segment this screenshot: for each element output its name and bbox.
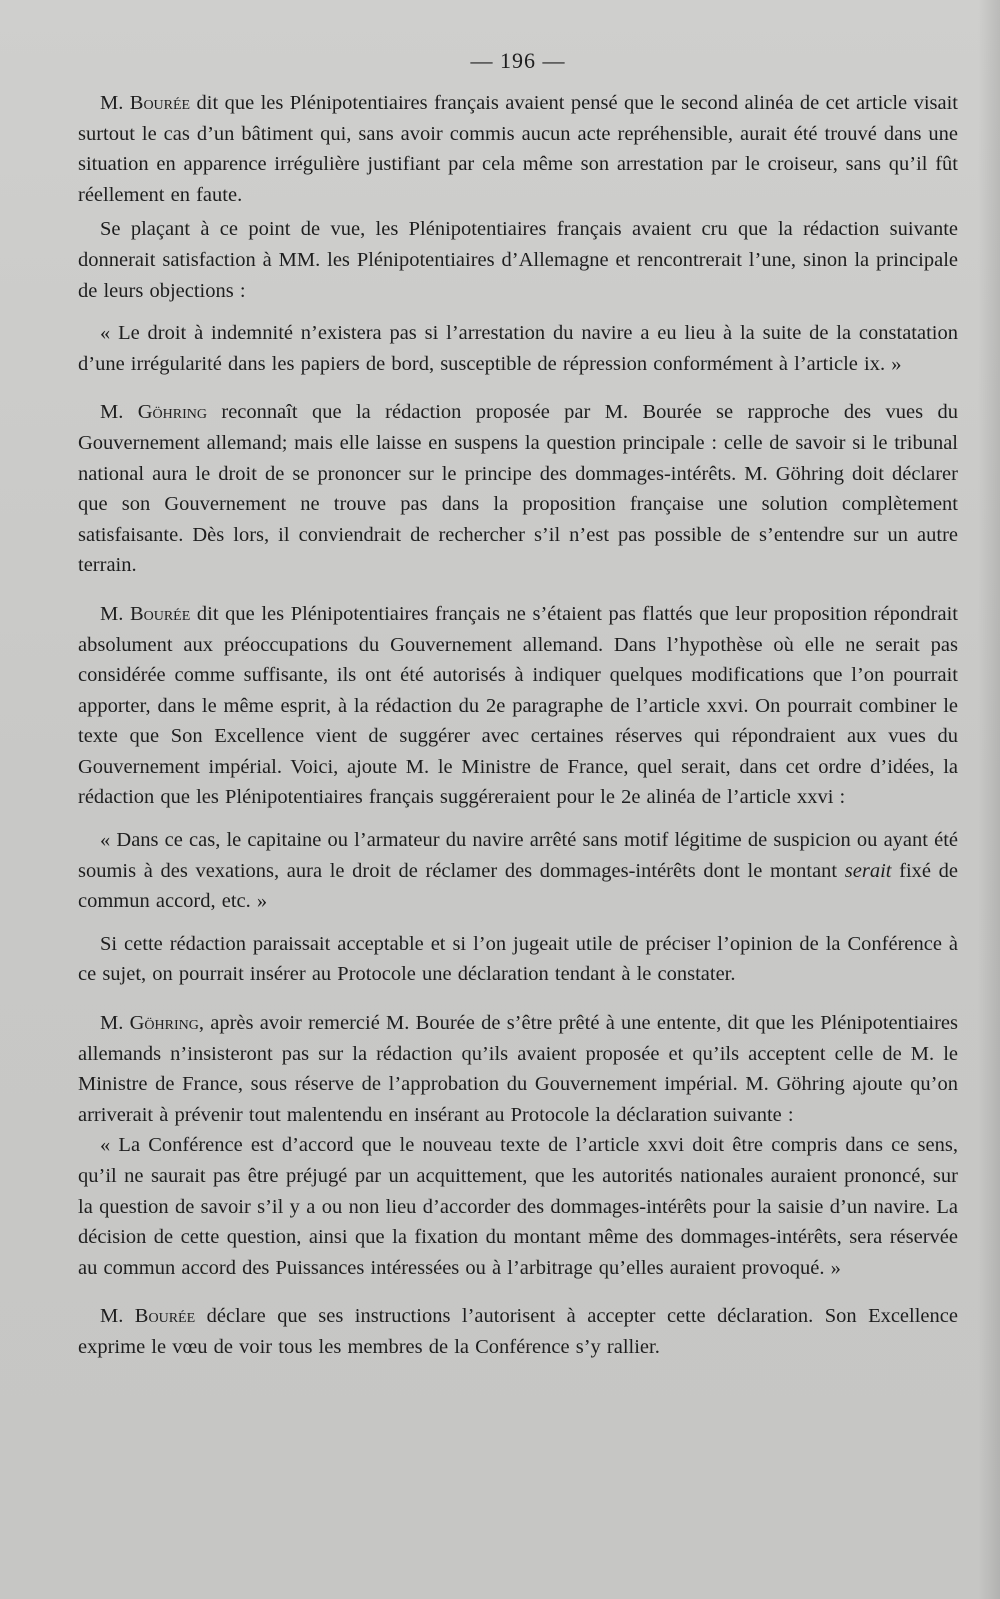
paragraph-text: dit que les Plénipotentiaires français avaient pensé que le second alinéa de cet article visait surtout le cas d’un bâtiment qui, sans avoir commis aucun acte repréhensible, aurait été trouvé dans une situation en apparence irrégulière justifiant par cela même son arrestation par le croiseur, sans qu’il fût réellement en faute. (78, 92, 958, 206)
quotation-text: fixé de commun accord, etc. » (78, 859, 958, 913)
page-number: — 196 — (470, 48, 566, 73)
paragraph-text: Si cette rédaction paraissait acceptable et si l’on jugeait utile de préciser l’opinion de la Conférence à ce sujet, on pourrait insérer au Protocole une déclaration tendant à le constater. (78, 932, 958, 986)
paragraph-7 (78, 929, 958, 990)
italic-word: serait (844, 859, 892, 882)
paragraph-4 (78, 397, 958, 581)
paragraph-text: , après avoir remercié M. Bourée de s’être prêté à une entente, dit que les Plénipotentiaires allemands n’insisteront pas sur la rédaction qu’ils avaient proposée et qu’ils acceptent celle de M. le Ministre de France, sous réserve de l’approbation du Gouvernement impérial. M. Göhring ajoute qu’on arriverait à prévenir tout malentendu en insérant au Protocole la déclaration suivante : (78, 1012, 958, 1126)
paragraph-text: reconnaît que la rédaction proposée par M. Bourée se rapproche des vues du Gouvernement allemand; mais elle laisse en suspens la question principale : celle de savoir si le tribunal national aura le droit de se prononcer sur le principe des dommages-intérêts. M. Göhring doit déclarer que son Gouvernement ne trouve pas dans la proposition française une solution complètement satisfaisante. Dès lors, il conviendrait de rechercher s’il n’est pas possible de s’entendre sur un autre terrain. (78, 401, 958, 577)
quotation-2 (78, 825, 958, 917)
quotation-text: « La Conférence est d’accord que le nouveau texte de l’article xxvi doit être compris dans ce sens, qu’il ne saurait pas être préjugé par un acquittement, que les autorités nationales auraient prononcé, sur la question de savoir s’il y a ou non lieu d’accorder des dommages-intérêts pour la saisie d’un navire. La décision de cette question, ainsi que la fixation du montant même des dommages-intérêts, sera réservée au commun accord des Puissances intéressées ou à l’arbitrage qu’elles auraient provoqué. » (78, 1134, 958, 1279)
quotation-3 (78, 1130, 958, 1283)
paragraph-1 (78, 88, 958, 210)
quotation-text: « Dans ce cas, le capitaine ou l’armateur du navire arrêté sans motif légitime de suspicion ou ayant été soumis à des vexations, aura le droit de réclamer des dommages-intérêts dont le montant (78, 829, 958, 882)
speaker-name: M. Bourée (100, 1305, 196, 1328)
speaker-name: M. Göhring (100, 1012, 199, 1035)
paragraph-10 (78, 1301, 958, 1362)
paragraph-text: déclare que ses instructions l’autorisent à accepter cette déclaration. Son Excellence exprime le vœu de voir tous les membres de la Conférence s’y rallier. (78, 1305, 958, 1358)
speaker-name: M. Bourée (100, 92, 191, 114)
quotation-1 (78, 318, 958, 379)
paragraph-text: dit que les Plénipotentiaires français ne s’étaient pas flattés que leur proposition répondrait absolument aux préoccupations du Gouvernement allemand. Dans l’hypothèse où elle ne serait pas considérée comme suffisante, ils ont été autorisés à indiquer quelques modifications que l’on pourrait apporter, dans le même esprit, à la rédaction du 2e paragraphe de l’article xxvi. On pourrait combiner le texte que Son Excellence vient de suggérer avec certaines réserves qui répondraient aux vues du Gouvernement impérial. Voici, ajoute M. le Ministre de France, quel serait, dans cet ordre d’idées, la rédaction que les Plénipotentiaires français suggéreraient pour le 2e alinéa de l’article xxvi : (78, 602, 958, 809)
quotation-text: « Le droit à indemnité n’existera pas si l’arrestation du navire a eu lieu à la suite de la constatation d’une irrégularité dans les papiers de bord, susceptible de répression conformément à l’article ix. » (78, 322, 958, 375)
paragraph-text: Se plaçant à ce point de vue, les Plénipotentiaires français avaient cru que la rédaction suivante donnerait satisfaction à MM. les Plénipotentiaires d’Allemagne et rencontrerait l’une, sinon la principale de leurs objections : (78, 218, 958, 302)
speaker-name: M. Göhring (100, 401, 207, 424)
paragraph-8 (78, 1008, 958, 1130)
speaker-name: M. Bourée (100, 602, 191, 625)
paragraph-2 (78, 214, 958, 306)
paragraph-5 (78, 599, 958, 813)
